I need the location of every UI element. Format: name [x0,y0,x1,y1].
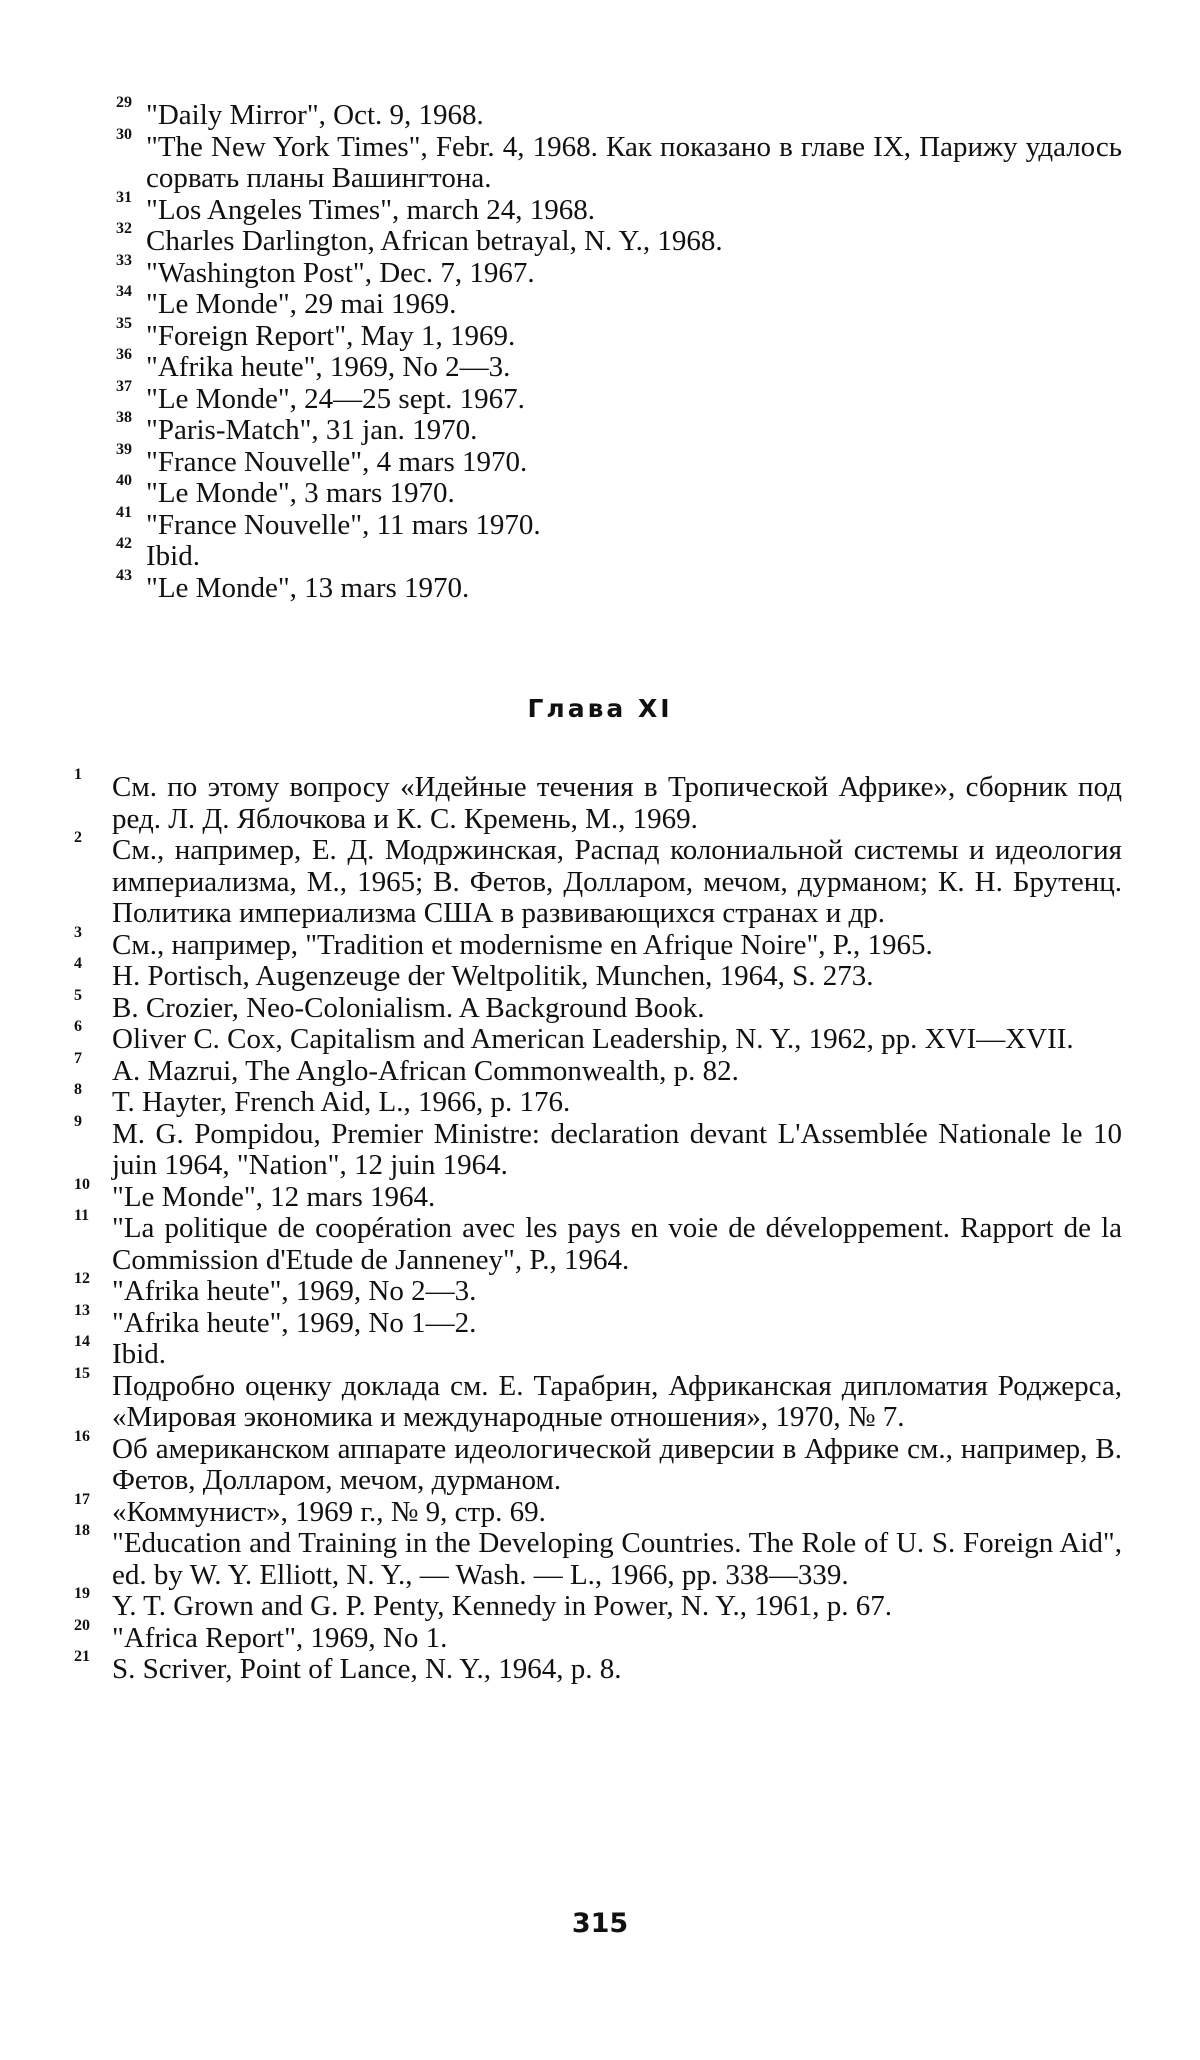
footnote [74,923,1122,962]
footnote-text: Об американском аппарате идеологической диверсии в Африке см., например, В. Фетов, Долларом, мечом, дурманом. [112,1432,1122,1496]
footnote-number: 21 [74,1648,90,1665]
footnote [74,1081,1122,1119]
footnote [74,955,1122,993]
footnote [112,346,1122,384]
footnote-number: 32 [116,220,132,237]
footnote-number: 17 [74,1490,90,1508]
footnote-text: "France Nouvelle", 11 mars 1970. [146,508,541,541]
footnote-text: Подробно оценку доклада см. Е. Тарабрин, Африканская дипломатия Роджерса, «Мировая экономика и международные отношения», 1970, № 7. [112,1369,1122,1433]
footnote [74,1648,1122,1686]
footnote-number: 29 [116,94,132,111]
footnote-text: "La politique de coopération avec les pays en voie de développement. Rapport de la Commission d'Etude de Janneney", P., 1964. [112,1212,1122,1276]
footnote-number: 1 [74,766,82,783]
footnote-number: 14 [74,1333,90,1350]
footnote-text: "France Nouvelle", 4 mars 1970. [146,445,528,478]
footnote [112,283,1122,321]
previous-chapter-notes [112,94,1122,604]
footnote-text: "Afrika heute", 1969, No 2—3. [112,1275,477,1307]
footnote [74,1301,1122,1340]
page-number: 315 [571,1908,629,1939]
footnote-text: "Le Monde", 24—25 sept. 1967. [146,382,525,415]
footnote [112,251,1122,290]
footnote-text: См., например, "Tradition et modernisme en Afrique Noire", P., 1965. [112,928,933,961]
footnote [112,472,1122,510]
footnote [74,1018,1122,1056]
footnote-text: "Afrika heute", 1969, No 2—3. [146,351,511,383]
footnote-text: "The New York Times", Febr. 4, 1968. Как показано в главе IX, Парижу удалось сорвать планы Вашингтона. [146,130,1122,194]
footnote-text: T. Hayter, French Aid, L., 1966, p. 176. [112,1086,571,1118]
footnote [74,766,1122,835]
footnote-number: 4 [74,955,82,972]
chapter-heading: Глава XI [527,694,673,723]
footnote [112,188,1122,227]
footnote-number: 39 [116,440,132,458]
footnote [74,1112,1122,1182]
footnote-text: S. Scriver, Point of Lance, N. Y., 1964, p. 8. [112,1653,622,1685]
footnote-number: 40 [116,472,132,489]
footnote-text: "Africa Report", 1969, No 1. [112,1621,448,1654]
footnote-number: 5 [74,986,82,1004]
footnote [74,1427,1122,1497]
footnote-text: "Los Angeles Times", march 24, 1968. [146,193,596,226]
footnote-text: A. Mazrui, The Anglo-African Commonwealth, p. 82. [112,1054,739,1087]
footnote-text: "Daily Mirror", Oct. 9, 1968. [146,99,484,131]
footnote-number: 3 [74,923,82,941]
footnote-text: "Paris-Match", 31 jan. 1970. [146,414,478,446]
footnote [112,125,1122,195]
footnote-text: H. Portisch, Augenzeuge der Weltpolitik, Munchen, 1964, S. 273. [112,960,874,992]
footnote [74,1585,1122,1623]
footnote-number: 43 [116,566,132,584]
footnote [74,1175,1122,1214]
footnote-number: 34 [116,283,132,300]
footnote-number: 13 [74,1301,90,1319]
footnote-number: 36 [116,346,132,363]
footnote-number: 33 [116,251,132,269]
footnote [112,535,1122,573]
footnote-number: 20 [74,1616,90,1634]
footnote-number: 18 [74,1522,90,1539]
footnote-text: M. G. Pompidou, Premier Ministre: declaration devant L'Assemblée Nationale le 10 juin 1964, "Nation", 12 juin 1964. [112,1117,1122,1181]
footnote [112,94,1122,132]
footnote-number: 7 [74,1049,82,1067]
footnote-number: 10 [74,1175,90,1193]
footnote [112,314,1122,353]
footnote-text: См., например, Е. Д. Модржинская, Распад колониальной системы и идеология империализма, М., 1965; В. Фетов, Долларом, мечом, дурманом; К. Н. Брутенц. Политика империализма США в развивающихся странах и др. [112,834,1122,929]
footnote-text: "Le Monde", 13 mars 1970. [146,571,470,604]
footnote-number: 19 [74,1585,90,1602]
footnote-text: "Le Monde", 29 mai 1969. [146,288,457,320]
footnote-text: "Le Monde", 12 mars 1964. [112,1180,436,1213]
footnote [74,1522,1122,1591]
footnote-number: 6 [74,1018,82,1035]
footnote-number: 9 [74,1112,82,1130]
footnote-text: Ibid. [112,1338,166,1370]
footnote [112,503,1122,542]
footnote-number: 30 [116,125,132,143]
footnote-number: 31 [116,188,132,206]
footnote-text: "Foreign Report", May 1, 1969. [146,319,516,352]
footnote-text: Ibid. [146,540,200,572]
footnote-text: "Le Monde", 3 mars 1970. [146,477,455,509]
footnote [112,409,1122,447]
footnote-number: 37 [116,377,132,395]
footnote [74,1333,1122,1371]
footnote-number: 38 [116,409,132,426]
footnote-number: 8 [74,1081,82,1098]
footnote-number: 12 [74,1270,90,1287]
footnote [74,1270,1122,1308]
footnote-number: 2 [74,829,82,846]
footnote [112,220,1122,258]
footnote-number: 16 [74,1427,90,1445]
footnote [74,829,1122,930]
footnote-text: "Washington Post", Dec. 7, 1967. [146,256,535,289]
footnote [74,1049,1122,1088]
footnote-text: «Коммунист», 1969 г., № 9, стр. 69. [112,1495,546,1528]
footnote [74,1207,1122,1276]
footnote-number: 35 [116,314,132,332]
footnote [74,1364,1122,1434]
footnote-text: Charles Darlington, African betrayal, N. Y., 1968. [146,225,723,257]
footnote [74,1490,1122,1529]
footnote-text: См. по этому вопросу «Идейные течения в Тропической Африке», сборник под ред. Л. Д. Яблочкова и К. С. Кремень, М., 1969. [112,771,1122,835]
chapter-notes [74,766,1122,1686]
footnote-number: 41 [116,503,132,521]
footnote-text: "Education and Training in the Developing Countries. The Role of U. S. Foreign Aid", ed. by W. Y. Elliott, N. Y., — Wash. — L., 1966, pp. 338—339. [112,1527,1122,1591]
footnote [112,440,1122,479]
footnote-text: B. Crozier, Neo-Colonialism. A Background Book. [112,991,705,1024]
footnote [112,566,1122,605]
footnote [74,1616,1122,1655]
footnote [74,986,1122,1025]
footnote-text: Oliver C. Cox, Capitalism and American Leadership, N. Y., 1962, pp. XVI—XVII. [112,1023,1074,1055]
footnote-number: 11 [74,1207,90,1224]
footnote [112,377,1122,416]
footnote-text: "Afrika heute", 1969, No 1—2. [112,1306,477,1339]
footnote-text: Y. T. Grown and G. P. Penty, Kennedy in Power, N. Y., 1961, p. 67. [112,1590,892,1622]
footnote-number: 42 [116,535,132,552]
footnote-number: 15 [74,1364,90,1382]
